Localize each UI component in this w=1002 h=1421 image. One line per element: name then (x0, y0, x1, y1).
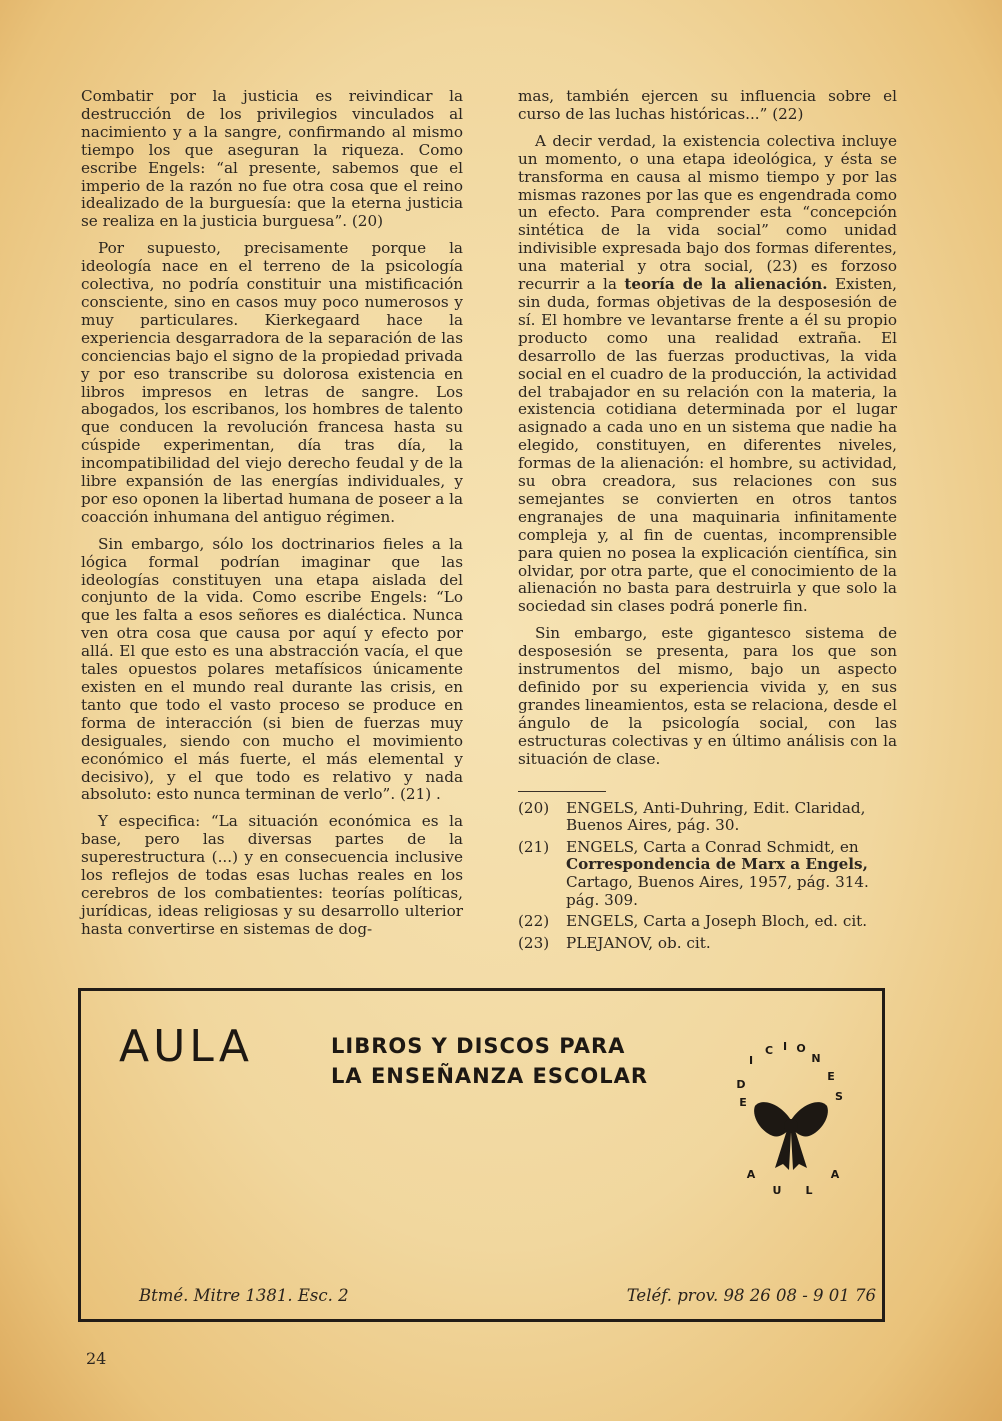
paragraph-text: Existen, sin duda, formas objetivas de la desposesión de sí. El hombre ve levantarse frente a él su propio producto como una realidad extraña. El desarrollo de las fuerzas productivas, la vida social en el cuadro de la producción, la actividad del trabajador en su relación con la materia, la existencia cotidiana determinada por el lugar asignado a cada uno en un sistema que nadie ha elegido, constituyen, en diferentes niveles, formas de la alienación: el hombre, su actividad, su obra creadora, sus relaciones con sus semejantes se convierten en otros tantos engranajes de una maquinaria infinitamente compleja y, al fin de cuentas, incomprensible para quien no posea la explicación científica, sin olvidar, por otra parte, que el conocimiento de la alienación no basta para destruirla y que solo la sociedad sin clases podrá ponerle fin. (518, 275, 898, 616)
footnote (518, 935, 897, 953)
footnote-number: (22) (518, 912, 550, 931)
footnotes-divider (518, 791, 606, 792)
left-column (81, 88, 463, 948)
paragraph (518, 133, 897, 616)
ad-phone: Teléf. prov. 98 26 08 - 9 01 76 (626, 1286, 876, 1305)
paragraph: Por supuesto, precisamente porque la ideología nace en el terreno de la psicología colectiva, no podría constituir una mistificación consciente, sino en casos muy poco numerosos y muy particulares. Kierkegaard hace la experiencia desgarradora de la separación de las conciencias bajo el signo de la propiedad privada y por eso transcribe su dolorosa existencia en libros impresos en letras de sangre. Los abogados, los escribanos, los hombres de talento que conducen la revolución francesa hasta su cúspide experimentan, día tras día, la incompatibilidad del viejo derecho feudal y de la libre expansión de las energías individuales, y por eso oponen la libertad humana de poseer a la coacción inhumana del antiguo régimen. (81, 239, 463, 526)
footnote-text: ENGELS, Anti-Duhring, Edit. Claridad, Buenos Aires, pág. 30. (566, 798, 866, 835)
right-column (518, 88, 897, 956)
paragraph: Sin embargo, sólo los doctrinarios fieles a la lógica formal podrían imaginar que las ideologías constituyen una etapa aislada del conjunto de la vida. Como escribe Engels: “Lo que les falta a esos señores es dialéctica. Nunca ven otra cosa que causa por aquí y efecto por allá. El que esto es una abstracción vacía, el que tales opuestos polares metafísicos únicamente existen en el mundo real durante las crisis, en tanto que todo el vasto proceso se produce en forma de interacción (si bien de fuerzas muy desiguales, siendo con mucho el movimiento económico el más fuerte, el más elemental y decisivo), y el que todo es relativo y nada absoluto: esto nunca terminan de verlo”. (21) . (81, 534, 463, 804)
paragraph: mas, también ejercen su influencia sobre el curso de las luchas históricas...” (22) (518, 87, 897, 123)
logo-letter: D (736, 1078, 746, 1091)
logo-letter: N (811, 1052, 821, 1065)
paragraph-text: A decir verdad, la existencia colectiva incluye un momento, o una etapa ideológica, y ésta se transforma en causa al mismo tiempo y por las mismas razones por las que es engendrada como un efecto. Para comprender esta “concepción sintética de la vida social” como unidad indivisible expresada bajo dos formas diferentes, una material y otra social, (23) es forzoso recurrir a la (518, 131, 897, 294)
logo-letter: E (739, 1096, 747, 1109)
paragraph: Sin embargo, este gigantesco sistema de desposesión se presenta, para los que son instrumentos del mismo, bajo un aspecto definido por su experiencia vivida y, en sus grandes lineamientos, esta se relaciona, desde el ángulo de la psicología social, con las estructuras colectivas y en último análisis con la situación de clase. (518, 624, 897, 768)
emphasis-term: teoría de la alienación. (624, 275, 828, 294)
paragraph: Y especifica: “La situación económica es la base, pero las diversas partes de la superestructura (...) y en consecuencia inclusive los reflejos de todas esas luchas reales en los cerebros de los combatientes: teorías políticas, jurídicas, ideas religiosas y su desarrollo ulterior hasta convertirse en sistemas de dog- (81, 812, 463, 938)
footnote-number: (20) (518, 798, 550, 817)
ad-tagline-line: LIBROS Y DISCOS PARA (331, 1034, 626, 1058)
footnote-text-part: Cartago, Buenos Aires, 1957, pág. 314. pág. 309. (566, 872, 869, 909)
footnote-text-part: ENGELS, Carta a Conrad Schmidt, en (566, 837, 859, 856)
logo-letter: A (830, 1168, 840, 1181)
ad-brand-logo: AULA (119, 1021, 253, 1072)
ad-tagline-line: LA ENSEÑANZA ESCOLAR (331, 1064, 649, 1088)
logo-letter: S (835, 1090, 843, 1103)
logo-letter: I (782, 1040, 788, 1053)
logo-letter: U (772, 1184, 782, 1196)
footnote-number: (23) (518, 933, 550, 952)
footnote-text (566, 839, 897, 909)
logo-letter: E (827, 1070, 835, 1083)
page-number: 24 (86, 1349, 107, 1368)
footnote-text: PLEJANOV, ob. cit. (566, 933, 711, 952)
logo-letter: O (796, 1042, 806, 1055)
ad-address: Btmé. Mitre 1381. Esc. 2 (139, 1286, 349, 1305)
bow-shape (754, 1102, 828, 1170)
footnotes (518, 800, 897, 953)
logo-letter: A (746, 1168, 756, 1181)
footnote-number: (21) (518, 837, 550, 856)
advertisement-box (78, 988, 885, 1322)
footnote-bold-title: Correspondencia de Marx a Engels, (566, 855, 868, 874)
logo-letter: L (805, 1184, 813, 1196)
footnote (518, 800, 897, 835)
footnote (518, 839, 897, 909)
footnote-text: ENGELS, Carta a Joseph Bloch, ed. cit. (566, 912, 868, 931)
logo-letter: I (748, 1054, 754, 1067)
paragraph: Combatir por la justicia es reivindicar la destrucción de los privilegios vinculados al nacimiento y a la sangre, confirmando al mismo tiempo los que aseguran la riqueza. Como escribe Engels: “al presente, sabemos que el imperio de la razón no fue otra cosa que el reino idealizado de la burguesía: que la eterna justicia se realiza en la justicia burguesa”. (20) (81, 87, 463, 231)
ediciones-aula-bow-logo (721, 1036, 861, 1196)
logo-letter: C (764, 1044, 774, 1057)
ad-tagline (331, 1031, 648, 1091)
footnote (518, 913, 897, 931)
